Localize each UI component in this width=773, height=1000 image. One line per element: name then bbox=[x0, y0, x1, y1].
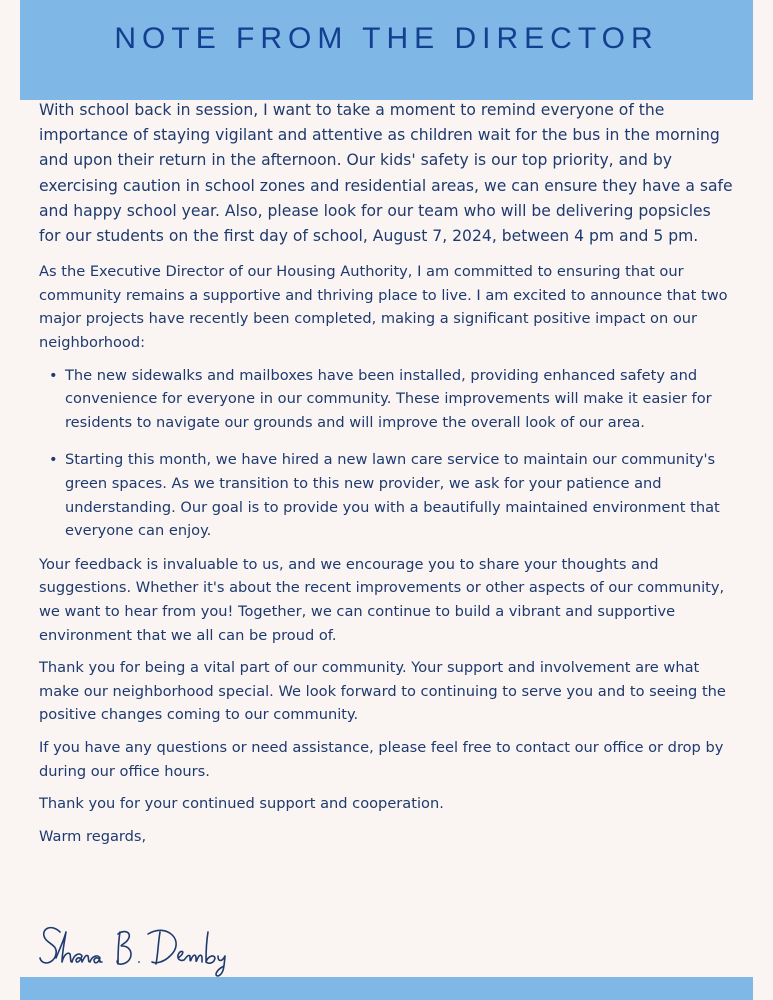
page-title: NOTE FROM THE DIRECTOR bbox=[114, 22, 659, 55]
bullet-icon: • bbox=[49, 366, 58, 384]
list-item bbox=[39, 364, 737, 435]
letter-paragraph-support: Thank you for your continued support and cooperation. bbox=[39, 795, 444, 813]
project-list bbox=[39, 364, 737, 543]
letter-paragraph-intro: With school back in session, I want to take a moment to remind everyone of the importance of staying vigilant and attentive as children wait for the bus in the morning and upon their return in the afternoon. Our kids' safety is our top priority, and by exercising caution in school zones and residential areas, we can ensure they have a safe and happy school year. Also, please look for our team who will be delivering popsicles for our students on the first day of school, August 7, 2024, between 4 pm and 5 pm. bbox=[39, 101, 733, 246]
letter-paragraph-contact: If you have any questions or need assistance, please feel free to contact our office or drop by during our office hours. bbox=[39, 738, 724, 780]
letter-paragraph-thanks: Thank you for being a vital part of our community. Your support and involvement are what make our neighborhood special. We look forward to continuing to serve you and to seeing the positive changes coming to our community. bbox=[39, 659, 726, 724]
letter-closing: Warm regards, bbox=[39, 827, 147, 845]
letter-paragraph-projects: As the Executive Director of our Housing Authority, I am committed to ensuring that our community remains a supportive and thriving place to live. I am excited to announce that two major projects have recently been completed, making a significant positive impact on our neighborhood: bbox=[39, 263, 728, 351]
header-band bbox=[20, 0, 753, 100]
list-item-text: The new sidewalks and mailboxes have been installed, providing enhanced safety and convenience for everyone in our community. These improvements will make it easier for residents to navigate our grounds and will improve the overall look of our area. bbox=[65, 366, 712, 431]
bullet-icon: • bbox=[49, 451, 58, 469]
letter-body bbox=[39, 98, 737, 857]
list-item-text: Starting this month, we have hired a new lawn care service to maintain our community's green spaces. As we transition to this new provider, we ask for your patience and understanding. Our goal is to provide you with a beautifully maintained environment that everyone can enjoy. bbox=[65, 451, 720, 540]
list-item bbox=[39, 448, 737, 542]
signature-image bbox=[38, 918, 238, 980]
letter-paragraph-feedback: Your feedback is invaluable to us, and we encourage you to share your thoughts and suggestions. Whether it's about the recent improvements or other aspects of our community, we want to hear from you! Together, we can continue to build a vibrant and supportive environment that we all can be proud of. bbox=[39, 555, 725, 644]
footer-band bbox=[20, 977, 753, 1000]
